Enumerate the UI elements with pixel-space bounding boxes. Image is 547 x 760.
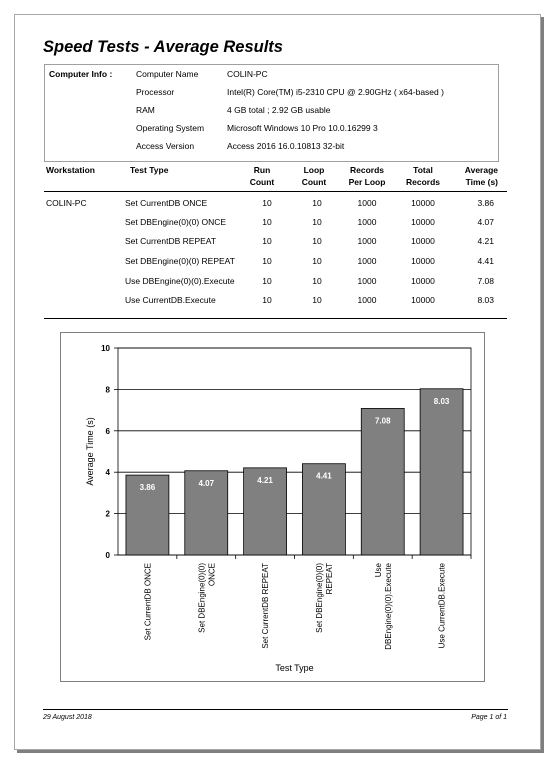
x-category-label [438,562,447,648]
plot-area-border [118,348,471,555]
bar [420,389,463,555]
cell-average-time: 4.07 [477,217,494,227]
x-axis-title: Test Type [275,663,314,673]
bar-data-label: 4.41 [316,471,332,481]
cell-records-per-loop: 1000 [357,236,377,246]
cell-loop-count: 10 [312,198,322,208]
y-tick-label: 4 [105,468,110,478]
cell-run-count: 10 [262,295,272,305]
cell-test-type: Use CurrentDB.Execute [125,295,216,305]
bar-data-label: 8.03 [433,396,450,406]
cell-test-type: Set DBEngine(0)(0) REPEAT [125,256,235,266]
header-loop-count: Loop Count [301,165,327,187]
cell-average-time: 3.86 [477,198,494,208]
cell-run-count: 10 [262,256,272,266]
cell-loop-count: 10 [312,295,322,305]
bar-data-label: 3.86 [139,483,156,493]
cell-records-per-loop: 1000 [357,276,377,286]
footer-divider [43,709,508,710]
info-label-computer-name: Computer Name [136,69,199,79]
cell-test-type: Set CurrentDB REPEAT [125,236,217,246]
table-header-divider [44,191,507,192]
info-label-operating-system: Operating System [136,123,205,133]
header-run-count: Run Count [249,165,275,187]
x-category-label [315,563,334,633]
cell-loop-count: 10 [312,256,322,266]
x-category-label-line: Set CurrentDB REPEAT [261,563,271,649]
x-category-label [374,562,393,649]
y-tick-label: 10 [101,344,110,353]
cell-total-records: 10000 [411,276,435,286]
y-tick-label: 6 [105,426,110,436]
cell-total-records: 10000 [411,295,435,305]
x-category-label [143,563,152,640]
x-category-label [197,563,216,633]
cell-run-count: 10 [262,217,272,227]
report-title: Speed Tests - Average Results [43,38,283,56]
x-category-label-line: Set CurrentDB ONCE [143,563,153,641]
x-category-label-line: Use CurrentDB.Execute [437,563,447,649]
cell-records-per-loop: 1000 [357,198,377,208]
cell-average-time: 4.41 [477,256,494,266]
x-category-label [261,563,270,649]
chart-frame [60,332,485,682]
workstation-name: COLIN-PC [46,198,87,208]
header-average-time: Average Time (s) [464,165,498,187]
cell-loop-count: 10 [312,236,322,246]
info-value-operating-system: Microsoft Windows 10 Pro 10.0.16299 3 [227,123,378,133]
x-category-label-line: Set DBEngine(0)(0) [314,563,324,633]
bar-data-label: 4.07 [198,478,215,488]
header-test-type: Test Type [130,165,169,175]
info-label-ram: RAM [136,105,155,115]
info-value-computer-name: COLIN-PC [227,69,268,79]
cell-test-type: Set CurrentDB ONCE [125,198,208,208]
cell-records-per-loop: 1000 [357,256,377,266]
y-tick-label: 2 [105,509,110,519]
bar-data-label: 7.08 [374,416,391,426]
footer-page-number: Page 1 of 1 [471,714,507,721]
info-value-processor: Intel(R) Core(TM) i5-2310 CPU @ 2.90GHz ( x64-based ) [227,87,444,97]
cell-average-time: 4.21 [477,236,494,246]
y-tick-label: 8 [105,385,110,395]
cell-test-type: Set DBEngine(0)(0) ONCE [125,217,227,227]
cell-loop-count: 10 [312,217,322,227]
header-total-records: Total Records [405,165,440,187]
cell-run-count: 10 [262,236,272,246]
computer-info-heading: Computer Info : [49,69,113,79]
cell-average-time: 7.08 [477,276,494,286]
x-category-label-line: ONCE [207,563,217,587]
cell-run-count: 10 [262,198,272,208]
bar-data-label: 4.21 [257,475,273,485]
y-axis-title: Average Time (s) [85,417,95,486]
footer-date: 29 August 2018 [43,714,92,721]
info-label-access-version: Access Version [136,141,195,151]
cell-total-records: 10000 [411,236,435,246]
cell-records-per-loop: 1000 [357,217,377,227]
cell-records-per-loop: 1000 [357,295,377,305]
y-tick-label: 0 [105,551,110,560]
cell-test-type: Use DBEngine(0)(0).Execute [125,276,235,286]
cell-total-records: 10000 [411,198,435,208]
info-value-ram: 4 GB total ; 2.92 GB usable [227,105,331,115]
x-category-label-line: DBEngine(0)(0).Execute [383,563,393,650]
x-category-label-line: Use [373,563,383,578]
info-value-access-version: Access 2016 16.0.10813 32-bit [227,141,345,151]
cell-total-records: 10000 [411,217,435,227]
header-workstation: Workstation [46,165,95,175]
table-footer-divider [44,318,507,319]
header-records-per-loop: Records Per Loop [348,165,386,187]
info-label-processor: Processor [136,87,175,97]
cell-average-time: 8.03 [477,295,494,305]
average-time-bar-chart [61,333,484,681]
cell-loop-count: 10 [312,276,322,286]
cell-run-count: 10 [262,276,272,286]
x-category-label-line: REPEAT [324,563,334,595]
cell-total-records: 10000 [411,256,435,266]
x-category-label-line: Set DBEngine(0)(0) [197,563,207,633]
bar [361,408,404,555]
